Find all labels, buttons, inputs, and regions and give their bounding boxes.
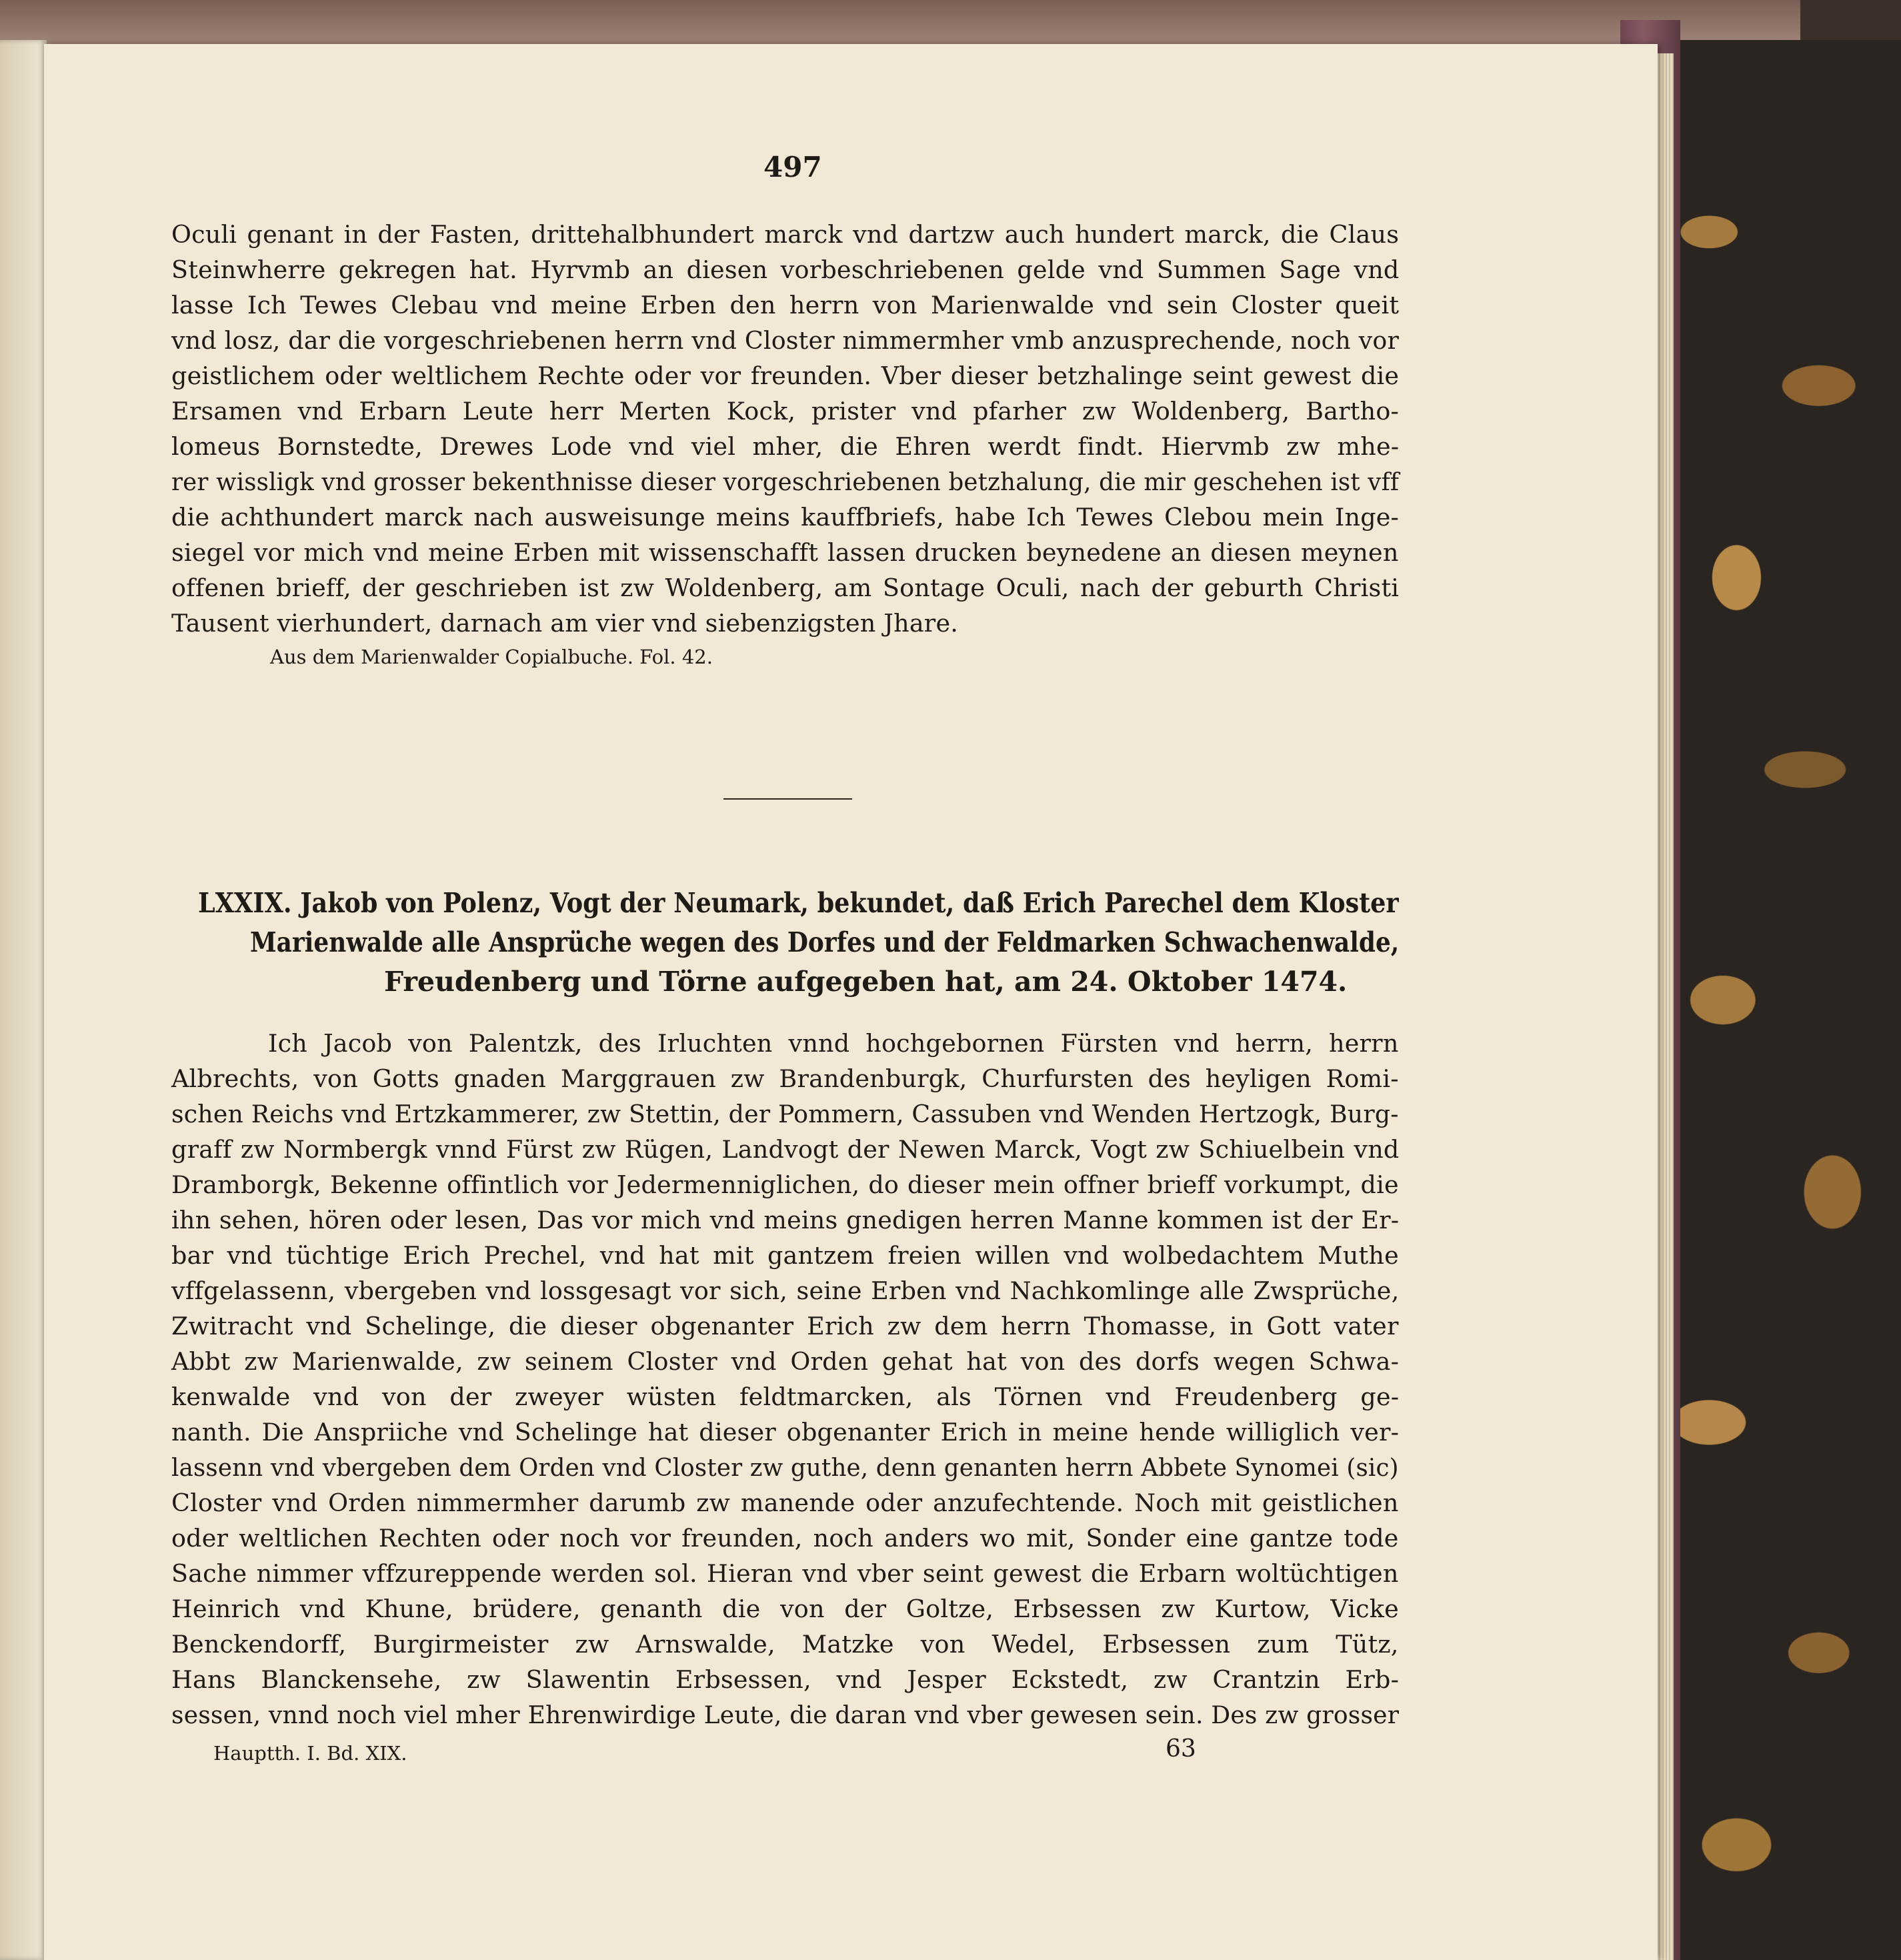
section-divider [723, 798, 852, 800]
text-line: graff zw Normbergk vnnd Fürst zw Rügen, Landvogt der Newen Marck, Vogt zw Schiuelbein vnd [171, 1135, 1400, 1164]
text-line: Zwitracht vnd Schelinge, die dieser obgenanter Erich zw dem herrn Thomasse, in Gott vater [171, 1312, 1399, 1340]
text-line: nanth. Die Anspriiche vnd Schelinge hat dieser obgenanter Erich in meine hende williglich ver- [171, 1418, 1400, 1446]
page-number: 497 [763, 151, 822, 183]
text-line: Abbt zw Marienwalde, zw seinem Closter vnd Orden gehat hat von des dorfs wegen Schwa- [171, 1347, 1400, 1376]
text-line: kenwalde vnd von der zweyer wüsten feldtmarcken, als Törnen vnd Freudenberg ge- [171, 1382, 1400, 1411]
text-line: vffgelassenn, vbergeben vnd lossgesagt vor sich, seine Erben vnd Nachkomlinge alle Zwsprüche, [171, 1276, 1400, 1305]
text-line: vnd losz, dar die vorgeschriebenen herrn vnd Closter nimmermher vmb anzusprechende, noch vor [171, 326, 1400, 355]
facing-page-edge [0, 40, 47, 1960]
text-line: Heinrich vnd Khune, brüdere, genanth die von der Goltze, Erbsessen zw Kurtow, Vicke [171, 1595, 1399, 1623]
text-line: ihn sehen, hören oder lesen, Das vor mich vnd meins gnedigen herren Manne kommen ist der Er- [171, 1206, 1400, 1234]
text-line: bar vnd tüchtige Erich Prechel, vnd hat mit gantzem freien willen vnd wolbedachtem Muthe [171, 1241, 1399, 1270]
text-line: Oculi genant in der Fasten, drittehalbhundert marck vnd dartzw auch hundert marck, die Claus [171, 220, 1400, 249]
heading-line: Freudenberg und Törne aufgegeben hat, am 24. Oktober 1474. [384, 966, 1348, 998]
text-line: Tausent vierhundert, darnach am vier vnd siebenzigsten Jhare. [171, 609, 959, 638]
text-line: lasse Ich Tewes Clebau vnd meine Erben den herrn von Marienwalde vnd sein Closter queit [171, 291, 1400, 319]
text-line: offenen brieff, der geschrieben ist zw Woldenberg, am Sontage Oculi, nach der geburth Christi [171, 574, 1400, 602]
text-line: lassenn vnd vbergeben dem Orden vnd Closter zw guthe, denn genanten herrn Abbete Synomei (sic) [171, 1453, 1399, 1482]
text-line: Hans Blanckensehe, zw Slawentin Erbsessen, vnd Jesper Eckstedt, zw Crantzin Erb- [171, 1665, 1400, 1694]
text-line: lomeus Bornstedte, Drewes Lode vnd viel mher, die Ehren werdt findt. Hiervmb zw mhe- [171, 432, 1400, 461]
text-line: Ich Jacob von Palentzk, des Irluchten vnnd hochgebornen Fürsten vnd herrn, herrn [268, 1029, 1399, 1058]
heading-line: LXXIX. Jakob von Polenz, Vogt der Neumark, bekundet, daß Erich Parechel dem Kloster [198, 887, 1399, 919]
text-line: die achthundert marck nach ausweisunge meins kauffbriefs, habe Ich Tewes Clebou mein Inge- [171, 503, 1400, 532]
footer-signature: Hauptth. I. Bd. XIX. [213, 1742, 407, 1765]
text-line: oder weltlichen Rechten oder noch vor freunden, noch anders wo mit, Sonder eine gantze tode [171, 1524, 1399, 1553]
text-line: schen Reichs vnd Ertzkammerer, zw Stettin, der Pommern, Cassuben vnd Wenden Hertzogk, Burg- [171, 1100, 1399, 1128]
text-line: Closter vnd Orden nimmermher darumb zw manende oder anzufechtende. Noch mit geistlichen [171, 1489, 1399, 1517]
text-line: Steinwherre gekregen hat. Hyrvmb an diesen vorbeschriebenen gelde vnd Summen Sage vnd [171, 255, 1400, 284]
text-line: Albrechts, von Gotts gnaden Marggrauen zw Brandenburgk, Churfursten des heyligen Romi- [171, 1064, 1399, 1093]
source-note: Aus dem Marienwalder Copialbuche. Fol. 42. [270, 646, 713, 668]
footer-sheet-number: 63 [1166, 1735, 1196, 1763]
text-line: Benckendorff, Burgirmeister zw Arnswalde, Matzke von Wedel, Erbsessen zum Tütz, [171, 1630, 1399, 1659]
text-line: rer wissligk vnd grosser bekenthnisse dieser vorgeschriebenen betzhalung, die mir geschehen ist vff [171, 467, 1400, 496]
heading-line: Marienwalde alle Ansprüche wegen des Dorfes und der Feldmarken Schwachenwalde, [250, 926, 1400, 958]
text-line: sessen, vnnd noch viel mher Ehrenwirdige Leute, die daran vnd vber gewesen sein. Des zw grosser [171, 1701, 1400, 1729]
text-line: Dramborgk, Bekenne offintlich vor Jedermenniglichen, do dieser mein offner brieff vorkumpt, die [171, 1170, 1399, 1199]
text-line: Sache nimmer vffzureppende werden sol. Hieran vnd vber seint gewest die Erbarn woltüchtigen [171, 1559, 1399, 1588]
text-line: Ersamen vnd Erbarn Leute herr Merten Kock, prister vnd pfarher zw Woldenberg, Bartho- [171, 397, 1400, 425]
text-line: geistlichem oder weltlichem Rechte oder vor freunden. Vber dieser betzhalinge seint gewest die [171, 361, 1400, 390]
text-line: siegel vor mich vnd meine Erben mit wissenschafft lassen drucken beynedene an diesen meynen [171, 538, 1399, 567]
